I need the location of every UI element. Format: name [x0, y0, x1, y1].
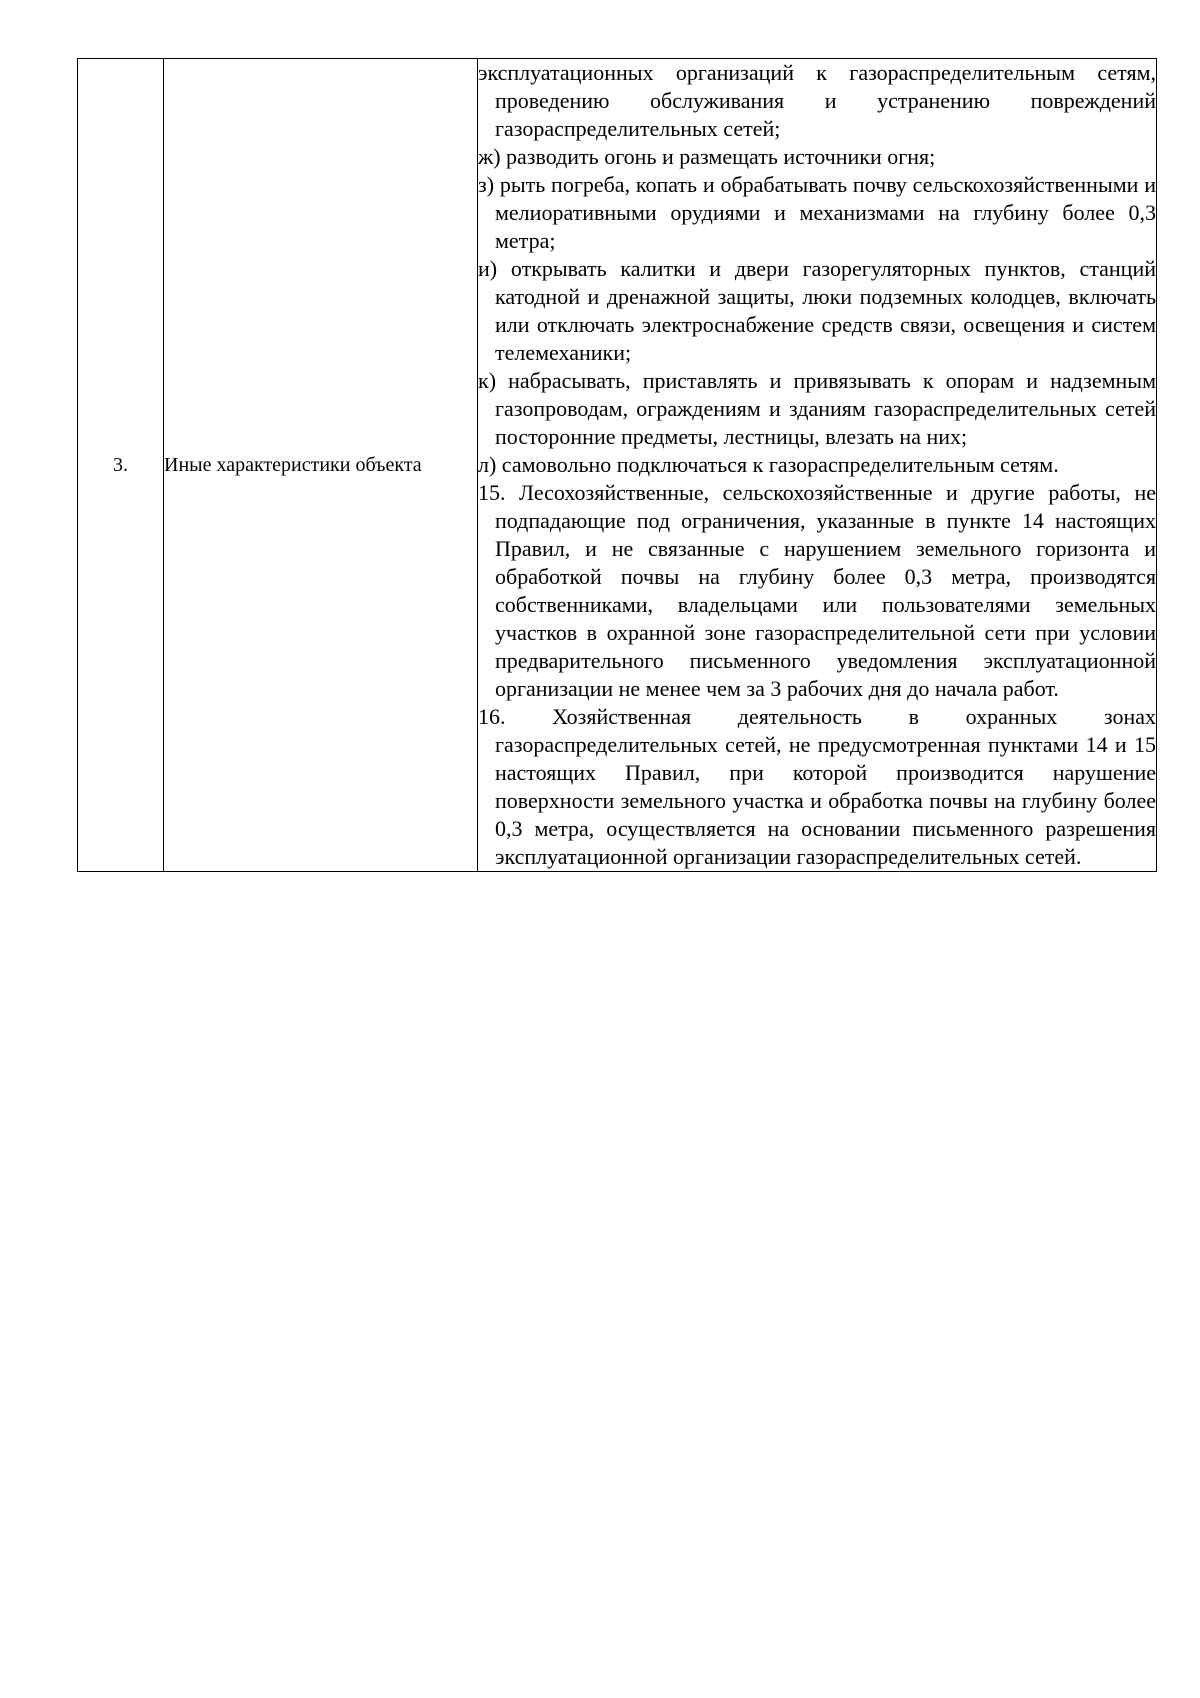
characteristics-table: [77, 58, 1157, 872]
paragraph-item-z: з) рыть погреба, копать и обрабатывать почву сельскохозяйственными и мелиоративными орудиями и механизмами на глубину более 0,3 метра;: [478, 172, 1156, 253]
paragraph-item-l: л) самовольно подключаться к газораспределительным сетям.: [478, 452, 1059, 477]
paragraph-item-16: 16. Хозяйственная деятельность в охранных зонах газораспределительных сетей, не предусмотренная пунктами 14 и 15 настоящих Правил, при которой производится нарушение поверхности земельного участка и обработка почвы на глубину более 0,3 метра, осуществляется на основании письменного разрешения эксплуатационной организации газораспределительных сетей.: [478, 704, 1156, 869]
row-number-cell: 3.: [78, 59, 164, 872]
paragraph-item-i: и) открывать калитки и двери газорегуляторных пунктов, станций катодной и дренажной защиты, люки подземных колодцев, включать или отключать электроснабжение средств связи, освещения и систем телемеханики;: [478, 256, 1156, 365]
paragraph-item-15: 15. Лесохозяйственные, сельскохозяйственные и другие работы, не подпадающие под ограничения, указанные в пункте 14 настоящих Правил, и не связанные с нарушением земельного горизонта и обработкой почвы на глубину более 0,3 метра, производятся собственниками, владельцами или пользователями земельных участков в охранной зоне газораспределительной сети при условии предварительного письменного уведомления эксплуатационной организации не менее чем за 3 рабочих дня до начала работ.: [478, 480, 1156, 701]
table-row: [78, 59, 1157, 872]
paragraph-continuation: эксплуатационных организаций к газораспределительным сетям, проведению обслуживания и устранению повреждений газораспределительных сетей;: [478, 60, 1156, 141]
row-name-cell: Иные характеристики объекта: [164, 59, 478, 872]
paragraph-item-k: к) набрасывать, приставлять и привязывать к опорам и надземным газопроводам, ограждениям и зданиям газораспределительных сетей посторонние предметы, лестницы, влезать на них;: [478, 368, 1156, 449]
paragraph-item-zh: ж) разводить огонь и размещать источники огня;: [478, 144, 936, 169]
row-description-cell: [478, 59, 1157, 872]
